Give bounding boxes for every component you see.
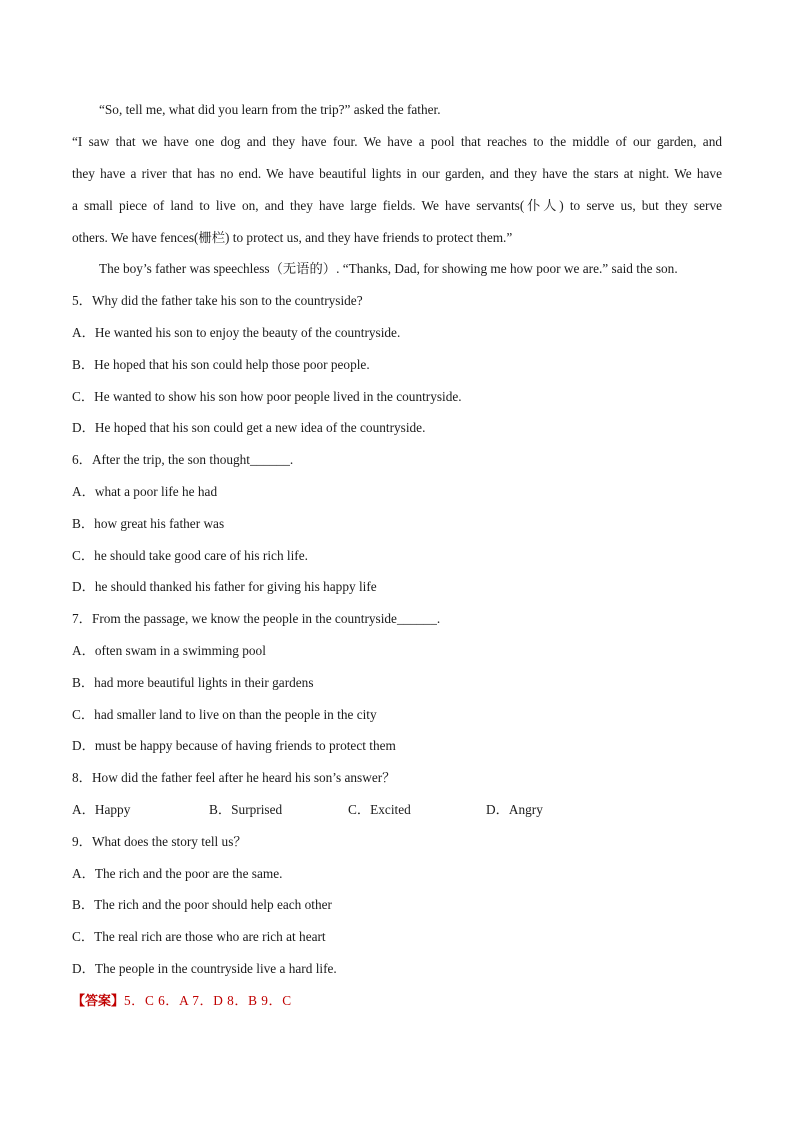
option: D．must be happy because of having friends to protect them — [72, 738, 396, 753]
option: D．The people in the countryside live a hard life. — [72, 961, 337, 976]
option: A．Happy — [72, 802, 131, 817]
option: B．had more beautiful lights in their gardens — [72, 675, 314, 690]
passage-line: they have a river that has no end. We have beautiful lights in our garden, and they have the stars at night. We have — [72, 166, 722, 181]
question-stem: 9．What does the story tell us？ — [72, 834, 247, 849]
option: C．he should take good care of his rich life. — [72, 548, 308, 563]
option: A．He wanted his son to enjoy the beauty of the countryside. — [72, 325, 401, 340]
option: B．how great his father was — [72, 516, 225, 531]
option: A．often swam in a swimming pool — [72, 643, 266, 658]
question-stem: 8．How did the father feel after he heard his son’s answer？ — [72, 770, 396, 785]
option: C．Excited — [348, 802, 411, 817]
option: B．He hoped that his son could help those poor people. — [72, 357, 370, 372]
passage-line: “I saw that we have one dog and they have four. We have a pool that reaches to the middle of our garden, and — [72, 134, 722, 149]
option: A．what a poor life he had — [72, 484, 218, 499]
option-row — [72, 801, 632, 819]
answer-key — [72, 992, 292, 1011]
option: D．he should thanked his father for giving his happy life — [72, 579, 377, 594]
option: C．The real rich are those who are rich at heart — [72, 929, 326, 944]
option: B．Surprised — [209, 802, 283, 817]
passage-line: others. We have fences(栅栏) to protect us, and they have friends to protect them.” — [72, 230, 513, 245]
passage-line: “So, tell me, what did you learn from the trip?” asked the father. — [99, 102, 441, 117]
question-stem: 7．From the passage, we know the people in the countryside______. — [72, 611, 441, 626]
question-stem: 5．Why did the father take his son to the countryside? — [72, 293, 363, 308]
option: C．He wanted to show his son how poor people lived in the countryside. — [72, 389, 462, 404]
question-stem: 6．After the trip, the son thought______. — [72, 452, 294, 467]
answer-tag: 【答案】 — [72, 994, 125, 1009]
option: D．He hoped that his son could get a new idea of the countryside. — [72, 420, 426, 435]
option: A．The rich and the poor are the same. — [72, 866, 283, 881]
passage-line: The boy’s father was speechless（无语的）. “Thanks, Dad, for showing me how poor we are.” said the son. — [99, 261, 678, 276]
option: C．had smaller land to live on than the people in the city — [72, 707, 377, 722]
passage-line: a small piece of land to live on, and they have large fields. We have servants(仆人) to serve us, but they serve — [72, 198, 722, 213]
option: D．Angry — [486, 802, 543, 817]
option: B．The rich and the poor should help each other — [72, 897, 332, 912]
answer-values: 5．C 6．A 7．D 8．B 9．C — [124, 993, 292, 1008]
